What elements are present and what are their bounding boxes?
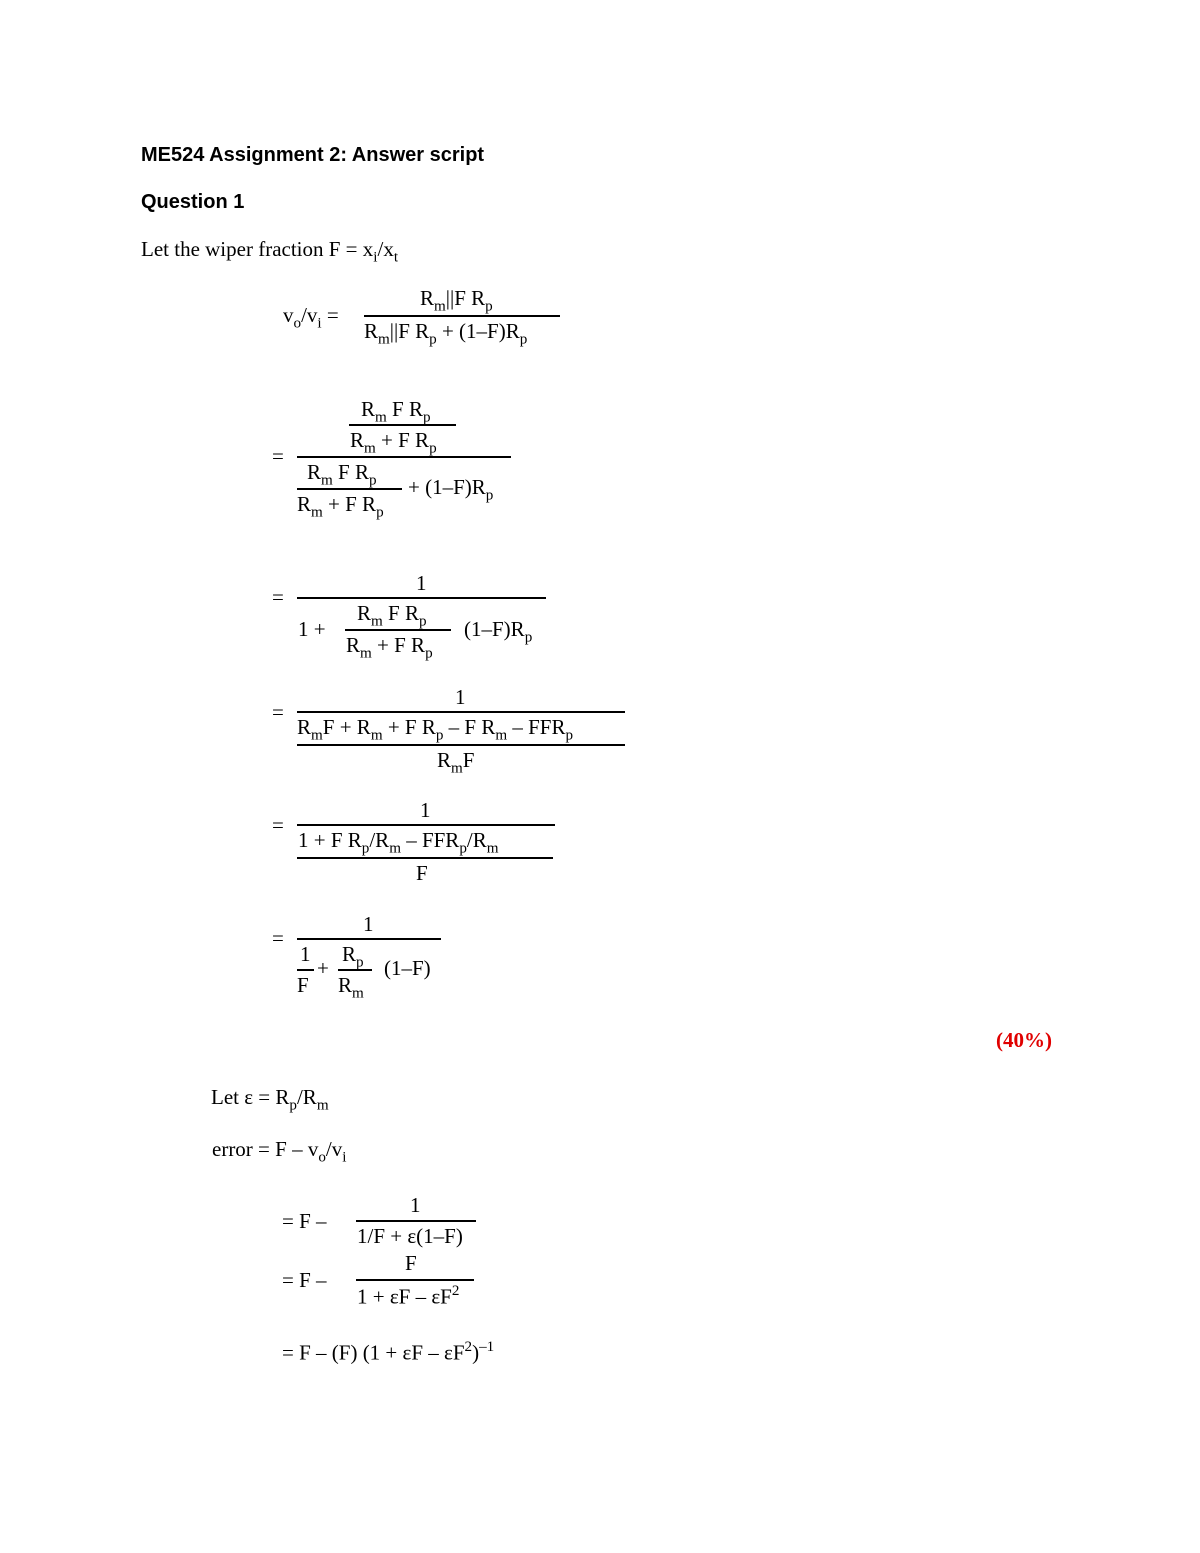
eq4-inner-bar: [297, 744, 625, 746]
error-step1-bar: [356, 1220, 476, 1222]
eq4-inner-denominator: $R_mF$: [437, 748, 475, 777]
eq6-equals: =: [272, 926, 284, 950]
eq3-tail: $(1-F)R_p$: [464, 617, 533, 646]
eq4-main-bar: [297, 711, 625, 713]
eq5-inner-denominator: F: [416, 861, 428, 885]
error-step2-lhs: = F –: [282, 1268, 327, 1292]
error-step1-lhs: = F –: [282, 1209, 327, 1233]
eq2-top-numerator: $R_m$ F $R_p$: [361, 397, 431, 426]
eq1-fraction-bar: [364, 315, 560, 317]
eq3-equals: =: [272, 585, 284, 609]
eq1-denominator: $R_m||F$ $R_p + (1-F)R_p$: [364, 319, 528, 348]
eq6-b-denominator: $R_m$: [338, 973, 364, 1002]
eq2-bottom-bar: [297, 488, 402, 490]
eq3-numerator: 1: [416, 571, 427, 595]
eq5-inner-numerator: 1 + F $R_p/R_m - FFR_p/R_m$: [298, 828, 499, 857]
marks-label: (40%): [996, 1028, 1052, 1052]
eq4-numerator: 1: [455, 685, 466, 709]
eq6-numerator: 1: [363, 912, 374, 936]
eq2-bottom-numerator: $R_m$ F $R_p$: [307, 460, 377, 489]
eq3-inner-bar: [345, 629, 451, 631]
document-title: ME524 Assignment 2: Answer script: [141, 144, 485, 166]
eq6-a-denominator: F: [297, 973, 309, 997]
question-heading: Question 1: [141, 191, 245, 213]
eq2-top-bar: [349, 424, 456, 426]
eq1-numerator: $R_m||F$ $R_p$: [420, 286, 493, 315]
error-step1-numerator: 1: [410, 1193, 421, 1217]
eq2-tail: + $(1-F)R_p$: [408, 475, 494, 504]
eq3-inner-denominator: $R_m + F$ $R_p$: [346, 633, 433, 662]
eq6-tail: (1–F): [384, 956, 431, 980]
eq3-lead: 1 +: [298, 617, 326, 641]
intro-line: Let the wiper fraction $F = x_i/x_t$: [141, 237, 399, 266]
eq6-a-numerator: 1: [300, 942, 311, 966]
error-step2-denominator: $1 + \varepsilon F - \varepsilon F^2$: [357, 1283, 460, 1309]
eq6-plus: +: [317, 956, 329, 980]
eq2-bottom-denominator: $R_m + F$ $R_p$: [297, 492, 384, 521]
eq4-equals: =: [272, 700, 284, 724]
let-epsilon: Let $\varepsilon = R_p/R_m$: [211, 1085, 329, 1114]
eq3-main-bar: [297, 597, 546, 599]
eq5-numerator: 1: [420, 798, 431, 822]
error-definition: error = F – $v_o/v_i$: [212, 1137, 347, 1166]
eq2-top-denominator: $R_m + F$ $R_p$: [350, 428, 437, 457]
eq5-inner-bar: [297, 857, 553, 859]
eq2-equals: =: [272, 444, 284, 468]
eq3-inner-numerator: $R_m$ F $R_p$: [357, 601, 427, 630]
error-step2-bar: [356, 1279, 474, 1281]
eq1-lhs: $v_o/v_i$ =: [283, 303, 339, 332]
eq6-a-bar: [297, 969, 314, 971]
eq2-main-bar: [297, 456, 511, 458]
error-step1-denominator: 1/F + ε(1–F): [357, 1224, 463, 1248]
eq5-equals: =: [272, 813, 284, 837]
eq6-main-bar: [297, 938, 441, 940]
error-step2-numerator: F: [405, 1251, 417, 1275]
eq4-inner-numerator: $R_mF + R_m + F$ $R_p$ – F $R_m - FFR_p$: [297, 715, 574, 744]
eq5-main-bar: [297, 824, 555, 826]
eq6-b-bar: [338, 969, 372, 971]
error-step3: = F – (F) $(1 + \varepsilon F - \varepsilon F^2)^{-1}$: [282, 1339, 495, 1365]
eq6-b-numerator: $R_p$: [342, 942, 364, 971]
